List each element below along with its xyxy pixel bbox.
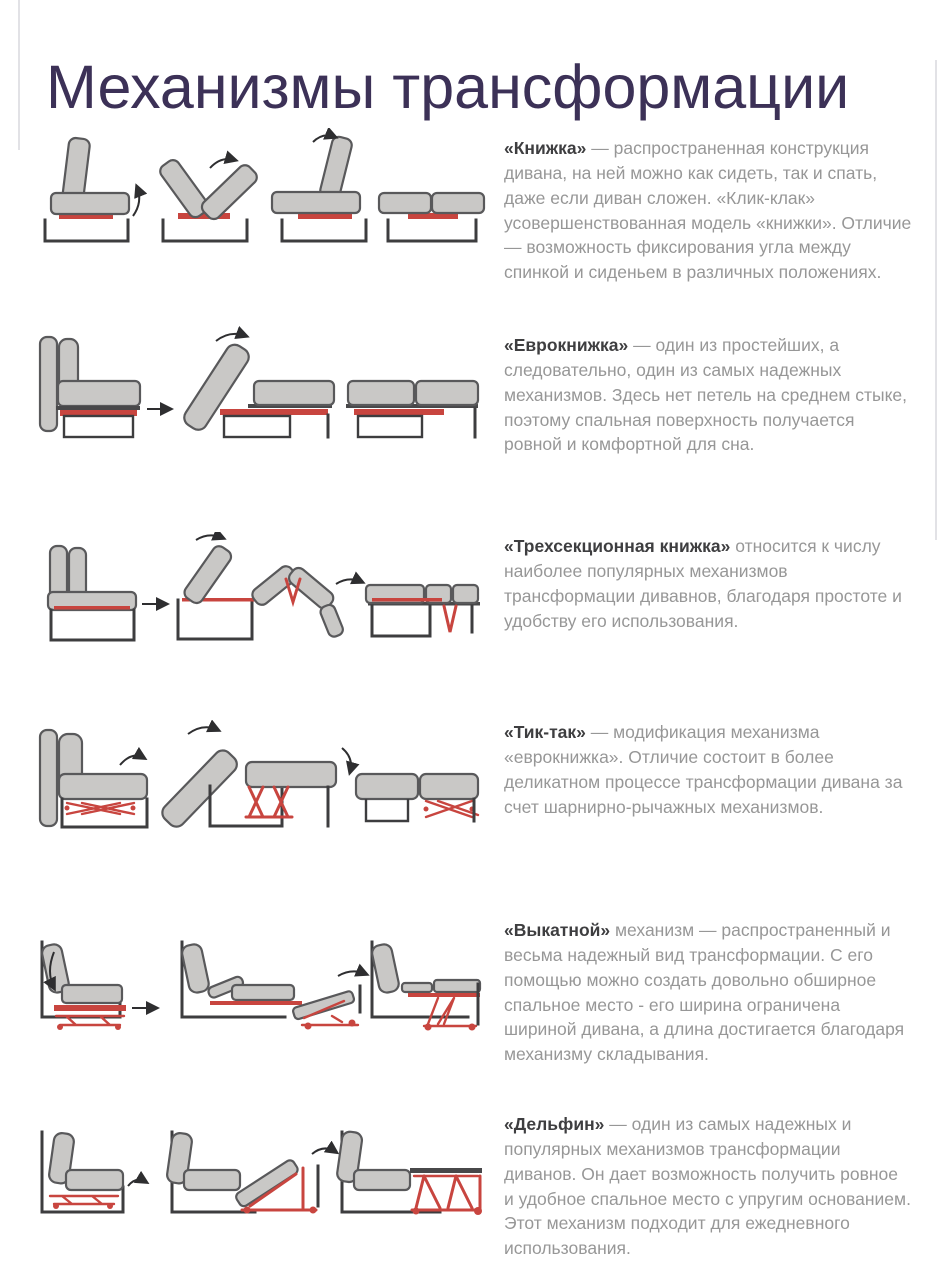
- section-trehsekcionnaya: [0, 532, 940, 722]
- section-tiktak: [0, 715, 940, 915]
- delfin-stage-3-flat-bed: [336, 1131, 482, 1215]
- section-text-knizhka: [504, 136, 912, 285]
- section-heading: «Тик-так»: [504, 722, 586, 742]
- section-heading: «Еврокнижка»: [504, 335, 629, 355]
- delfin-diagram: [20, 1128, 490, 1228]
- section-body: механизм — распространенный и весьма надежный вид трансформации. С его помощью можно создать довольно обширное спальное место - его ширина ограничена шириной дивана, а длина достигается благодаря механизму складывания.: [504, 920, 905, 1065]
- trehsekcionnaya-stage-2-tent-unfolding: [178, 535, 362, 639]
- delfin-stage-2-section-lifting: [166, 1132, 336, 1214]
- section-heading: «Выкатной»: [504, 920, 611, 940]
- knizhka-stage-2-v-fold: [157, 157, 259, 241]
- evroknizhka-stage-3-flat-bed: [346, 381, 478, 437]
- section-body: — один из простейших, а следовательно, один из самых надежных механизмов. Здесь нет петель на среднем стыке, поэтому спальная поверхность получается ровной и комфортной для сна.: [504, 335, 908, 455]
- trehsekcionnaya-stage-3-flat-bed: [366, 585, 480, 636]
- trehsekcionnaya-diagram: [20, 532, 490, 647]
- section-vykatnoy: [0, 912, 940, 1112]
- tiktak-stage-2-seat-lifted: [159, 727, 351, 830]
- section-delfin: [0, 1105, 940, 1261]
- tiktak-stage-1-sofa: [40, 730, 147, 827]
- section-knizhka: [0, 128, 940, 328]
- section-text-delfin: [504, 1112, 912, 1261]
- section-heading: «Дельфин»: [504, 1114, 605, 1134]
- vykatnoy-stage-3-extended: [371, 942, 480, 1031]
- knizhka-stage-4-flat-bed: [379, 193, 484, 241]
- knizhka-diagram: [20, 128, 490, 253]
- section-text-vykatnoy: [504, 918, 912, 1067]
- vykatnoy-diagram: [20, 928, 490, 1043]
- section-body: относится к числу наиболее популярных механизмов трансформации дивавнов, благодаря простоте и удобству его использования.: [504, 536, 902, 631]
- tiktak-diagram: [20, 720, 490, 840]
- tiktak-stage-3-flat-bed: [356, 774, 478, 821]
- trehsekcionnaya-stage-1-compact: [48, 546, 166, 640]
- section-body: — модификация механизма «еврокнижка». Отличие состоит в более деликатном процессе трансформации дивана за счет шарнирно-рычажных механизмов.: [504, 722, 903, 817]
- evroknizhka-stage-2-back-tilting: [181, 334, 334, 437]
- evroknizhka-diagram: [20, 325, 490, 450]
- vykatnoy-stage-2-unfolding: [181, 942, 366, 1030]
- knizhka-stage-3-back-lowering: [272, 135, 366, 241]
- section-text-trehsekcionnaya: [504, 534, 912, 633]
- evroknizhka-stage-1-sofa: [40, 337, 170, 437]
- section-body: — распространенная конструкция дивана, на ней можно как сидеть, так и спать, даже если диван сложен. «Клик-клак» усовершенствованная модель «книжки». Отличие — возможность фиксирования угла между спинкой и сиденьем в различных положениях.: [504, 138, 912, 283]
- section-evroknizhka: [0, 325, 940, 525]
- knizhka-stage-1-sofa-upright: [45, 137, 139, 241]
- section-text-tiktak: [504, 720, 912, 819]
- section-heading: «Книжка»: [504, 138, 587, 158]
- section-heading: «Трехсекционная книжка»: [504, 536, 731, 556]
- section-body: — один из самых надежных и популярных механизмов трансформации диванов. Он дает возможность получить ровное и удобное спальное место с упругим основанием. Этот механизм подходит для ежедневного использования.: [504, 1114, 911, 1259]
- page-title: Механизмы трансформации: [46, 52, 850, 121]
- section-text-evroknizhka: [504, 333, 912, 457]
- vykatnoy-stage-1-stowed: [41, 942, 156, 1030]
- delfin-stage-1-hidden-section: [42, 1132, 146, 1212]
